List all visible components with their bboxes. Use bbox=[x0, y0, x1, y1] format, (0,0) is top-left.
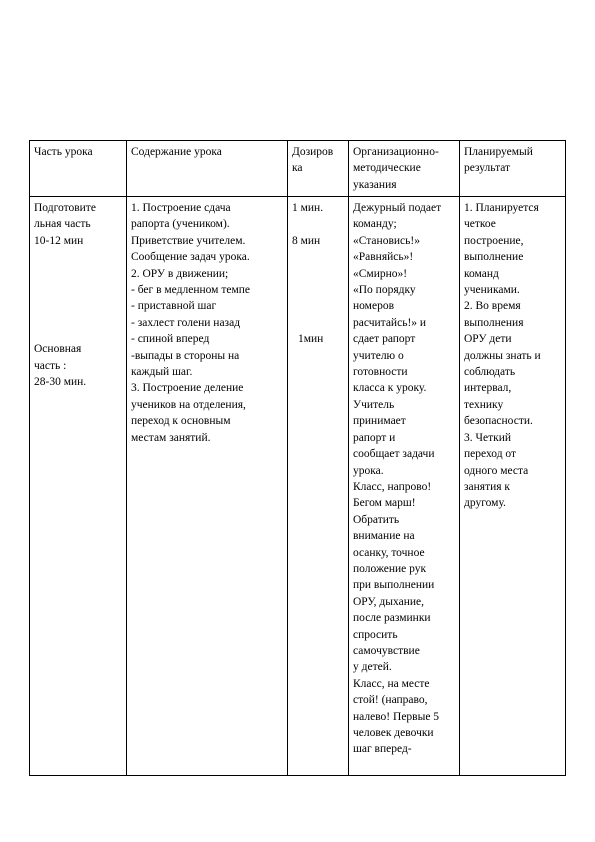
header-line: указания bbox=[353, 178, 397, 191]
instruction-line: осанку, точное bbox=[353, 546, 425, 559]
content-line: - бег в медленном темпе bbox=[131, 284, 250, 297]
result-line: 2. Во время bbox=[464, 300, 521, 313]
instruction-line: при выполнении bbox=[353, 579, 435, 592]
instruction-line: Обратить bbox=[353, 513, 400, 526]
prep-part-line: 10-12 мин bbox=[34, 234, 84, 247]
main-part-line: Основная bbox=[34, 343, 82, 356]
instruction-line: стой! (направо, bbox=[353, 694, 428, 707]
result-line: занятия к bbox=[464, 480, 511, 493]
result-line: безопасности. bbox=[464, 415, 533, 428]
result-line: должны знать и bbox=[464, 349, 541, 362]
content-line: каждый шаг. bbox=[131, 366, 193, 379]
instruction-line: «Становись!» bbox=[353, 234, 420, 247]
header-line: результат bbox=[464, 162, 511, 175]
lesson-content-cell bbox=[127, 197, 288, 776]
instruction-line: самочувствие bbox=[353, 644, 420, 657]
content-line: местам занятий. bbox=[131, 431, 211, 444]
content-line: 1. Построение сдача bbox=[131, 202, 231, 214]
header-dosage bbox=[288, 141, 349, 197]
instruction-line: ОРУ, дыхание, bbox=[353, 595, 424, 608]
instruction-line: номеров bbox=[353, 300, 394, 313]
result-line: ОРУ дети bbox=[464, 333, 512, 346]
instruction-line: принимает bbox=[353, 415, 406, 428]
header-line: методические bbox=[353, 162, 421, 175]
content-line: рапорта (учеником). bbox=[131, 218, 230, 231]
dosage-cell bbox=[288, 197, 349, 776]
content-line: Сообщение задач урока. bbox=[131, 251, 250, 264]
instruction-line: после разминки bbox=[353, 612, 431, 625]
content-line: 2. ОРУ в движении; bbox=[131, 267, 229, 280]
result-line: 1. Планируется bbox=[464, 202, 539, 214]
instruction-line: Класс, на месте bbox=[353, 677, 430, 690]
result-line: соблюдать bbox=[464, 366, 516, 379]
main-part-line: 28-30 мин. bbox=[34, 376, 87, 389]
instruction-line: налево! Первые 5 bbox=[353, 710, 440, 723]
result-line: технику bbox=[464, 398, 504, 411]
dosage-value: 8 мин bbox=[292, 234, 321, 247]
instruction-line: рапорт и bbox=[353, 431, 396, 444]
instruction-line: спросить bbox=[353, 628, 398, 641]
instruction-line: человек девочки bbox=[353, 727, 434, 739]
instructions-cell bbox=[349, 197, 460, 776]
content-line: учеников на отделения, bbox=[131, 398, 246, 411]
result-line: выполнение bbox=[464, 251, 524, 264]
instruction-line: готовности bbox=[353, 366, 408, 379]
instruction-line: сообщает задачи bbox=[353, 448, 435, 461]
header-lesson-part bbox=[30, 141, 127, 197]
content-line: Приветствие учителем. bbox=[131, 234, 246, 247]
instruction-line: «По порядку bbox=[353, 284, 416, 297]
dosage-value: 1 мин. bbox=[292, 202, 324, 214]
table-body-row bbox=[30, 197, 566, 776]
result-line: учениками. bbox=[464, 284, 520, 297]
header-methodical-instructions bbox=[349, 141, 460, 197]
result-line: интервал, bbox=[464, 382, 512, 395]
content-line: - приставной шаг bbox=[131, 300, 217, 313]
result-line: четкое bbox=[464, 218, 496, 231]
header-line: Дозиров bbox=[292, 146, 334, 158]
instruction-line: Учитель bbox=[353, 398, 395, 411]
header-line: Часть урока bbox=[34, 146, 93, 158]
content-line: 3. Построение деление bbox=[131, 382, 244, 395]
result-line: 3. Четкий bbox=[464, 431, 511, 444]
lesson-part-cell bbox=[30, 197, 127, 776]
instruction-line: у детей. bbox=[353, 661, 392, 674]
instruction-line: внимание на bbox=[353, 530, 415, 543]
header-line: Организационно- bbox=[353, 146, 439, 158]
header-line: Планируемый bbox=[464, 146, 533, 158]
instruction-line: шаг вперед- bbox=[353, 743, 412, 756]
instruction-line: «Равняйсь»! bbox=[353, 251, 414, 264]
results-cell bbox=[460, 197, 566, 776]
header-planned-result bbox=[460, 141, 566, 197]
instruction-line: команду; bbox=[353, 218, 397, 231]
instruction-line: положение рук bbox=[353, 562, 427, 575]
instruction-line: Класс, напрово! bbox=[353, 480, 432, 493]
result-line: построение, bbox=[464, 234, 524, 247]
dosage-value: 1мин bbox=[298, 333, 324, 346]
content-line: - захлест голени назад bbox=[131, 316, 241, 329]
instruction-line: учителю о bbox=[353, 349, 404, 362]
header-line: ка bbox=[292, 162, 303, 175]
instruction-line: класса к уроку. bbox=[353, 382, 427, 395]
result-line: команд bbox=[464, 267, 499, 280]
instruction-line: «Смирно»! bbox=[353, 267, 408, 280]
result-line: выполнения bbox=[464, 316, 524, 329]
instruction-line: сдает рапорт bbox=[353, 333, 416, 346]
content-line: переход к основным bbox=[131, 415, 231, 428]
header-line: Содержание урока bbox=[131, 146, 222, 158]
content-line: -выпады в стороны на bbox=[131, 349, 240, 362]
lesson-plan-table bbox=[29, 140, 566, 776]
prep-part-line: Подготовите bbox=[34, 202, 96, 214]
content-line: - спиной вперед bbox=[131, 333, 210, 346]
result-line: переход от bbox=[464, 448, 517, 461]
instruction-line: Бегом марш! bbox=[353, 497, 416, 510]
result-line: другому. bbox=[464, 497, 506, 510]
main-part-line: часть : bbox=[34, 359, 67, 372]
prep-part-line: льная часть bbox=[34, 218, 91, 231]
instruction-line: расчитайсь!» и bbox=[353, 316, 427, 329]
result-line: одного места bbox=[464, 464, 529, 477]
instruction-line: Дежурный подает bbox=[353, 202, 442, 214]
header-lesson-content bbox=[127, 141, 288, 197]
table-header-row bbox=[30, 141, 566, 197]
instruction-line: урока. bbox=[353, 464, 384, 477]
